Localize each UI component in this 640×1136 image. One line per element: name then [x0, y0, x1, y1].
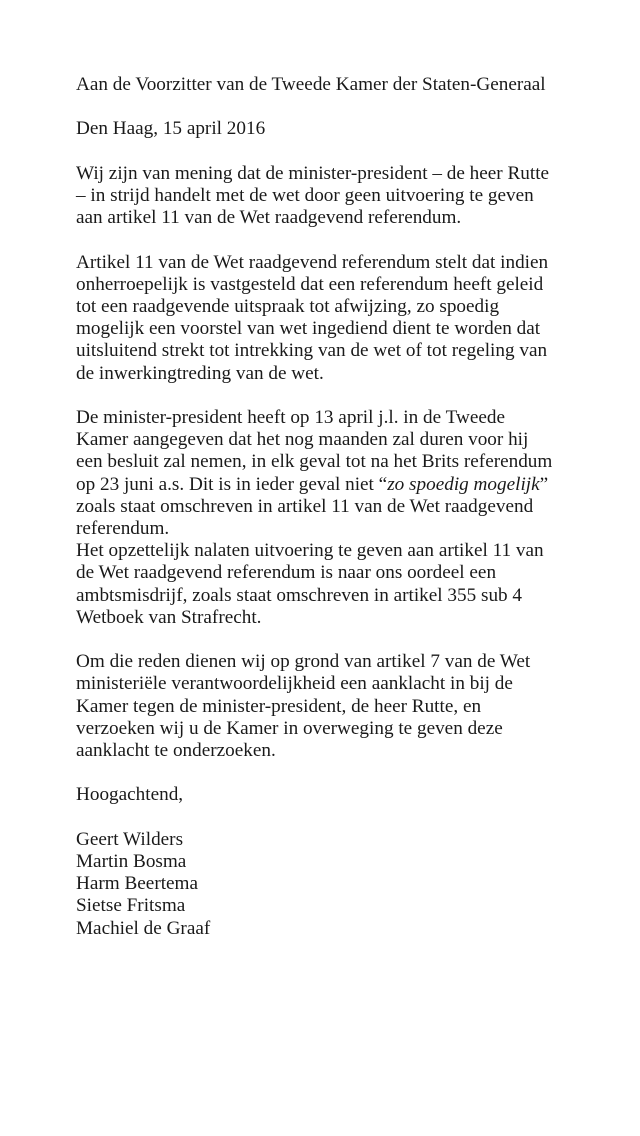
- spacer: [76, 807, 590, 829]
- spacer: [76, 229, 590, 251]
- paragraph-4-line: Kamer tegen de minister-president, de heer Rutte, en: [76, 695, 482, 717]
- paragraph-1-line: aan artikel 11 van de Wet raadgevend referendum.: [76, 207, 462, 229]
- paragraph-2-line: mogelijk een voorstel van wet ingediend dient te worden dat: [76, 318, 541, 340]
- paragraph-3-line-quote: [76, 474, 590, 496]
- paragraph-3-line: een besluit zal nemen, in elk geval tot na het Brits referendum: [76, 451, 553, 473]
- paragraph-3: [76, 407, 590, 629]
- addressee-line: Aan de Voorzitter van de Tweede Kamer der Staten-Generaal: [76, 74, 546, 95]
- paragraph-3-line: referendum.: [76, 518, 170, 539]
- paragraph-1: [76, 163, 590, 230]
- signatory-name: Martin Bosma: [76, 851, 187, 872]
- addressee: [76, 74, 590, 96]
- spacer: [76, 96, 590, 118]
- paragraph-3-line: De minister-president heeft op 13 april j.l. in de Tweede: [76, 406, 505, 428]
- paragraph-2-line: uitsluitend strekt tot intrekking van de wet of tot regeling van: [76, 340, 548, 362]
- closing-line: Hoogachtend,: [76, 784, 184, 806]
- paragraph-3-line: Het opzettelijk nalaten uitvoering te geven aan artikel 11 van: [76, 540, 544, 562]
- paragraph-4-line: verzoeken wij u de Kamer in overweging te geven deze: [76, 717, 503, 739]
- signatory-name: Machiel de Graaf: [76, 917, 211, 939]
- signatory-name: Sietse Fritsma: [76, 895, 186, 917]
- signatory-name: Harm Beertema: [76, 873, 198, 895]
- paragraph-3-line: de Wet raadgevend referendum is naar ons oordeel een: [76, 562, 497, 584]
- quote-lead-text: op 23 juni a.s. Dit is in ieder geval niet “: [76, 473, 388, 495]
- closing: [76, 784, 590, 806]
- paragraph-2-line: de inwerkingtreding van de wet.: [76, 362, 324, 384]
- signatory-name: Geert Wilders: [76, 828, 184, 850]
- spacer: [76, 141, 590, 163]
- paragraph-1-line: – in strijd handelt met de wet door geen uitvoering te geven: [76, 184, 534, 206]
- spacer: [76, 762, 590, 784]
- place-date-line: Den Haag, 15 april 2016: [76, 118, 266, 140]
- spacer: [76, 385, 590, 407]
- paragraph-3-line: Wetboek van Strafrecht.: [76, 606, 262, 628]
- paragraph-2-line: tot een raadgevende uitspraak tot afwijzing, zo spoedig: [76, 295, 500, 317]
- paragraph-3-line: ambtsmisdrijf, zoals staat omschreven in artikel 355 sub 4: [76, 584, 523, 606]
- paragraph-2-line: onherroepelijk is vastgesteld dat een referendum heeft geleid: [76, 273, 544, 295]
- paragraph-3-line: Kamer aangegeven dat het nog maanden zal duren voor hij: [76, 429, 529, 451]
- paragraph-1-line: Wij zijn van mening dat de minister-president – de heer Rutte: [76, 162, 550, 184]
- paragraph-3-line: zoals staat omschreven in artikel 11 van de Wet raadgevend: [76, 495, 534, 517]
- paragraph-2-line: Artikel 11 van de Wet raadgevend referendum stelt dat indien: [76, 251, 549, 273]
- quote-italic-text: zo spoedig mogelijk: [387, 473, 540, 495]
- paragraph-4: [76, 651, 590, 762]
- paragraph-4-line: aanklacht te onderzoeken.: [76, 740, 276, 762]
- place-date: [76, 118, 590, 140]
- paragraph-4-line: Om die reden dienen wij op grond van artikel 7 van de Wet: [76, 651, 531, 673]
- paragraph-2: [76, 252, 590, 385]
- paragraph-4-line: ministeriële verantwoordelijkheid een aanklacht in bij de: [76, 673, 513, 695]
- signatories: [76, 829, 590, 940]
- spacer: [76, 629, 590, 651]
- quote-close-text: ”: [539, 473, 549, 495]
